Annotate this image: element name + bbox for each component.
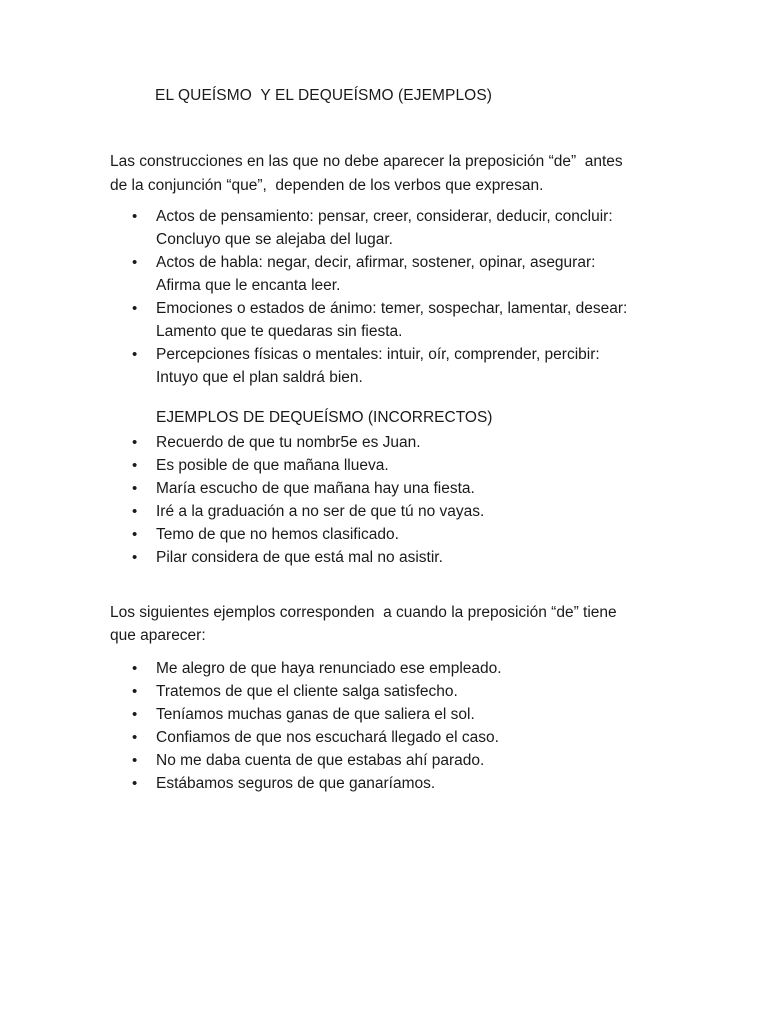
list-item [110, 343, 690, 389]
verb-type-line: Actos de pensamiento: pensar, creer, considerar, deducir, concluir: [156, 208, 613, 225]
intro-line-1: Las construcciones en las que no debe aparecer la preposición “de” antes [110, 153, 623, 170]
correct-examples-list [110, 657, 690, 795]
bullet-icon: • [132, 683, 138, 700]
list-item [110, 680, 690, 703]
verb-example-line: Concluyo que se alejaba del lugar. [156, 231, 393, 248]
dequeismo-heading: EJEMPLOS DE DEQUEÍSMO (INCORRECTOS) [156, 409, 493, 426]
list-item [110, 477, 690, 500]
verb-types-list [110, 205, 690, 389]
verb-type-line: Percepciones físicas o mentales: intuir, oír, comprender, percibir: [156, 346, 600, 363]
example-text: Pilar considera de que está mal no asistir. [156, 549, 443, 566]
list-item [110, 251, 690, 297]
bullet-icon: • [132, 254, 138, 271]
verb-example-line: Lamento que te quedaras sin fiesta. [156, 323, 403, 340]
example-text: María escucho de que mañana hay una fiesta. [156, 480, 475, 497]
bullet-icon: • [132, 346, 138, 363]
bullet-icon: • [132, 503, 138, 520]
bullet-icon: • [132, 480, 138, 497]
example-text: Iré a la graduación a no ser de que tú no vayas. [156, 503, 485, 520]
list-item [110, 657, 690, 680]
list-item [110, 205, 690, 251]
bullet-icon: • [132, 706, 138, 723]
bullet-icon: • [132, 729, 138, 746]
verb-type-line: Actos de habla: negar, decir, afirmar, sostener, opinar, asegurar: [156, 254, 596, 271]
list-item [110, 454, 690, 477]
list-item [110, 523, 690, 546]
example-text: Temo de que no hemos clasificado. [156, 526, 399, 543]
example-text: No me daba cuenta de que estabas ahí parado. [156, 752, 485, 769]
document-title: EL QUEÍSMO Y EL DEQUEÍSMO (EJEMPLOS) [155, 87, 493, 104]
bullet-icon: • [132, 208, 138, 225]
list-item [110, 703, 690, 726]
example-text: Teníamos muchas ganas de que saliera el sol. [156, 706, 475, 723]
verb-example-line: Intuyo que el plan saldrá bien. [156, 369, 363, 386]
bullet-icon: • [132, 300, 138, 317]
list-item [110, 297, 690, 343]
list-item [110, 546, 690, 569]
example-text: Tratemos de que el cliente salga satisfecho. [156, 683, 458, 700]
example-text: Estábamos seguros de que ganaríamos. [156, 775, 436, 792]
bullet-icon: • [132, 549, 138, 566]
dequeismo-examples-list [110, 431, 690, 569]
bullet-icon: • [132, 775, 138, 792]
example-text: Es posible de que mañana llueva. [156, 457, 389, 474]
correct-intro-line-2: que aparecer: [110, 627, 206, 644]
example-text: Confiamos de que nos escuchará llegado el caso. [156, 729, 499, 746]
bullet-icon: • [132, 526, 138, 543]
intro-paragraph [110, 150, 690, 198]
verb-type-line: Emociones o estados de ánimo: temer, sospechar, lamentar, desear: [156, 300, 628, 317]
correct-intro-paragraph [110, 601, 690, 647]
bullet-icon: • [132, 434, 138, 451]
list-item [110, 749, 690, 772]
list-item [110, 772, 690, 795]
list-item [110, 726, 690, 749]
example-text: Recuerdo de que tu nombr5e es Juan. [156, 434, 421, 451]
list-item [110, 431, 690, 454]
intro-line-2: de la conjunción “que”, dependen de los verbos que expresan. [110, 177, 544, 194]
correct-intro-line-1: Los siguientes ejemplos corresponden a cuando la preposición “de” tiene [110, 604, 617, 621]
bullet-icon: • [132, 660, 138, 677]
bullet-icon: • [132, 457, 138, 474]
list-item [110, 500, 690, 523]
verb-example-line: Afirma que le encanta leer. [156, 277, 341, 294]
bullet-icon: • [132, 752, 138, 769]
example-text: Me alegro de que haya renunciado ese empleado. [156, 660, 502, 677]
